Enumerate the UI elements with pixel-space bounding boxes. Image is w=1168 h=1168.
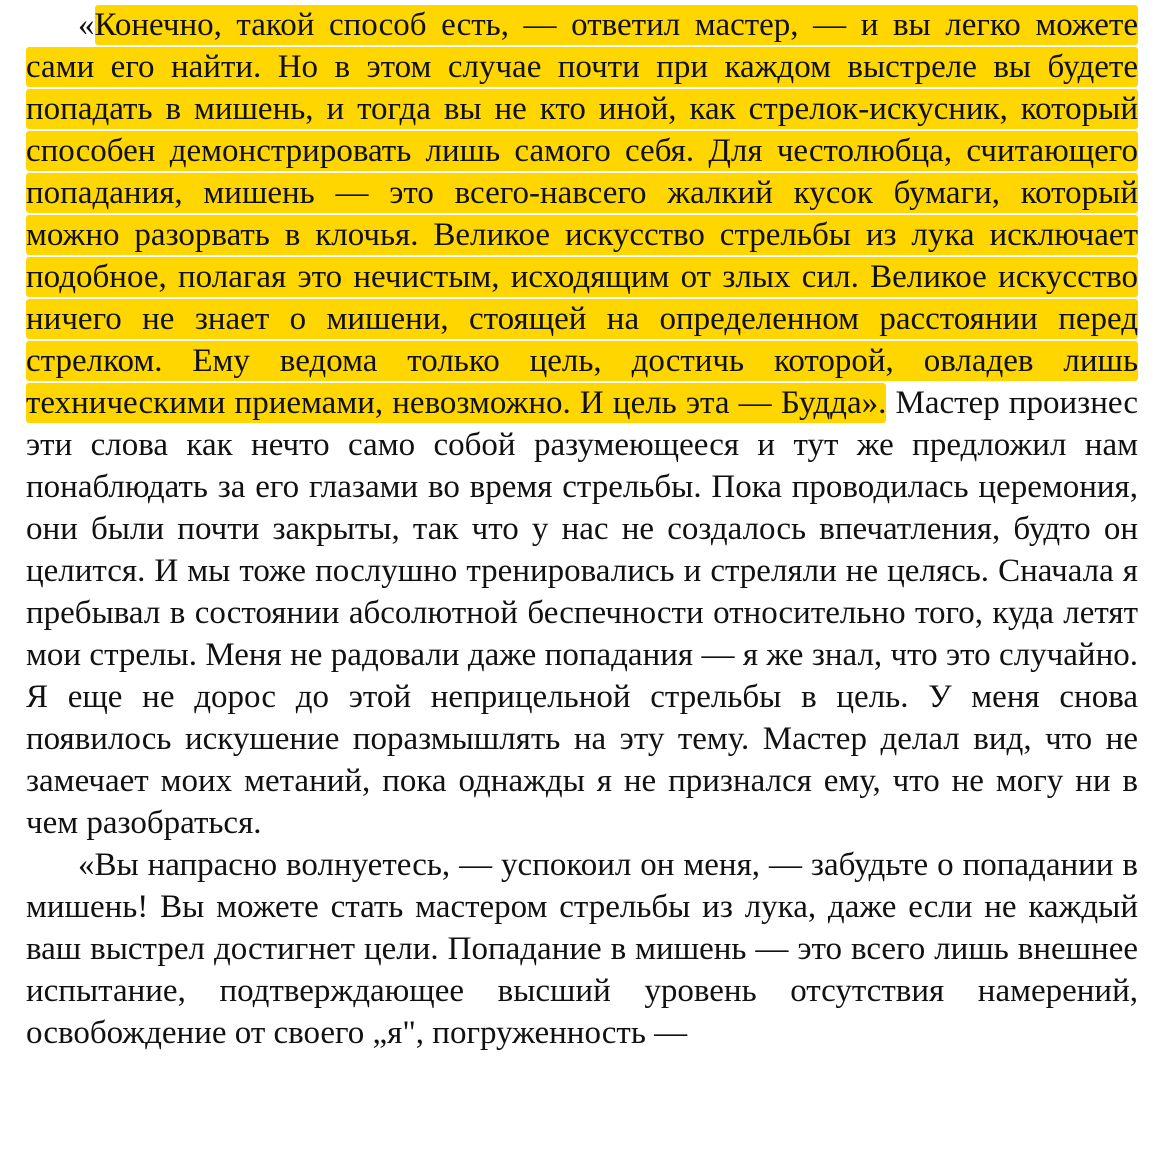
paragraph-2-text: «Вы напрасно волнуетесь, — успокоил он меня, — забудьте о попадании в мишень! Вы можете стать мастером стрельбы из лука, даже если не каждый ваш выстрел достигнет цели. Попадание в мишень — это всего лишь внешнее испытание, подтверждающее высший уровень отсутствия намерений, освобождение от своего „я", погруженность —	[26, 847, 1138, 1051]
paragraph-2	[26, 844, 1138, 1054]
document-page	[26, 0, 1138, 1054]
paragraph-1-continuation: Мастер произнес эти слова как нечто само собой разумеющееся и тут же предложил нам понаблюдать за его глазами во время стрельбы. Пока проводилась церемония, они были почти закрыты, так что у нас не создалось впечатления, будто он целится. И мы тоже послушно тренировались и стреляли не целясь. Сначала я пребывал в состоянии абсолютной беспечности относительно того, куда летят мои стрелы. Меня не радовали даже попадания — я же знал, что это случайно. Я еще не дорос до этой неприцельной стрельбы в цель. У меня снова появилось искушение поразмышлять на эту тему. Мастер делал вид, что не замечает моих метаний, пока однажды я не признался ему, что не могу ни в чем разобраться.	[26, 385, 1138, 841]
highlighted-text[interactable]: Конечно, такой способ есть, — ответил мастер, — и вы легко можете сами его найти. Но в этом случае почти при каждом выстреле вы будете попадать в мишень, и тогда вы не кто иной, как стрелок-искусник, который способен демонстрировать лишь самого себя. Для честолюбца, считающего попадания, мишень — это всего-навсего жалкий кусок бумаги, который можно разорвать в клочья. Великое искусство стрельбы из лука исключает подобное, полагая это нечистым, исходящим от злых сил. Великое искусство ничего не знает о мишени, стоящей на определенном расстоянии перед стрелком. Ему ведома только цель, достичь которой, овладев лишь техническими приемами, невозможно. И цель эта — Будда».	[26, 7, 1138, 421]
paragraph-1	[26, 0, 1138, 844]
opening-quote: «	[78, 7, 95, 43]
